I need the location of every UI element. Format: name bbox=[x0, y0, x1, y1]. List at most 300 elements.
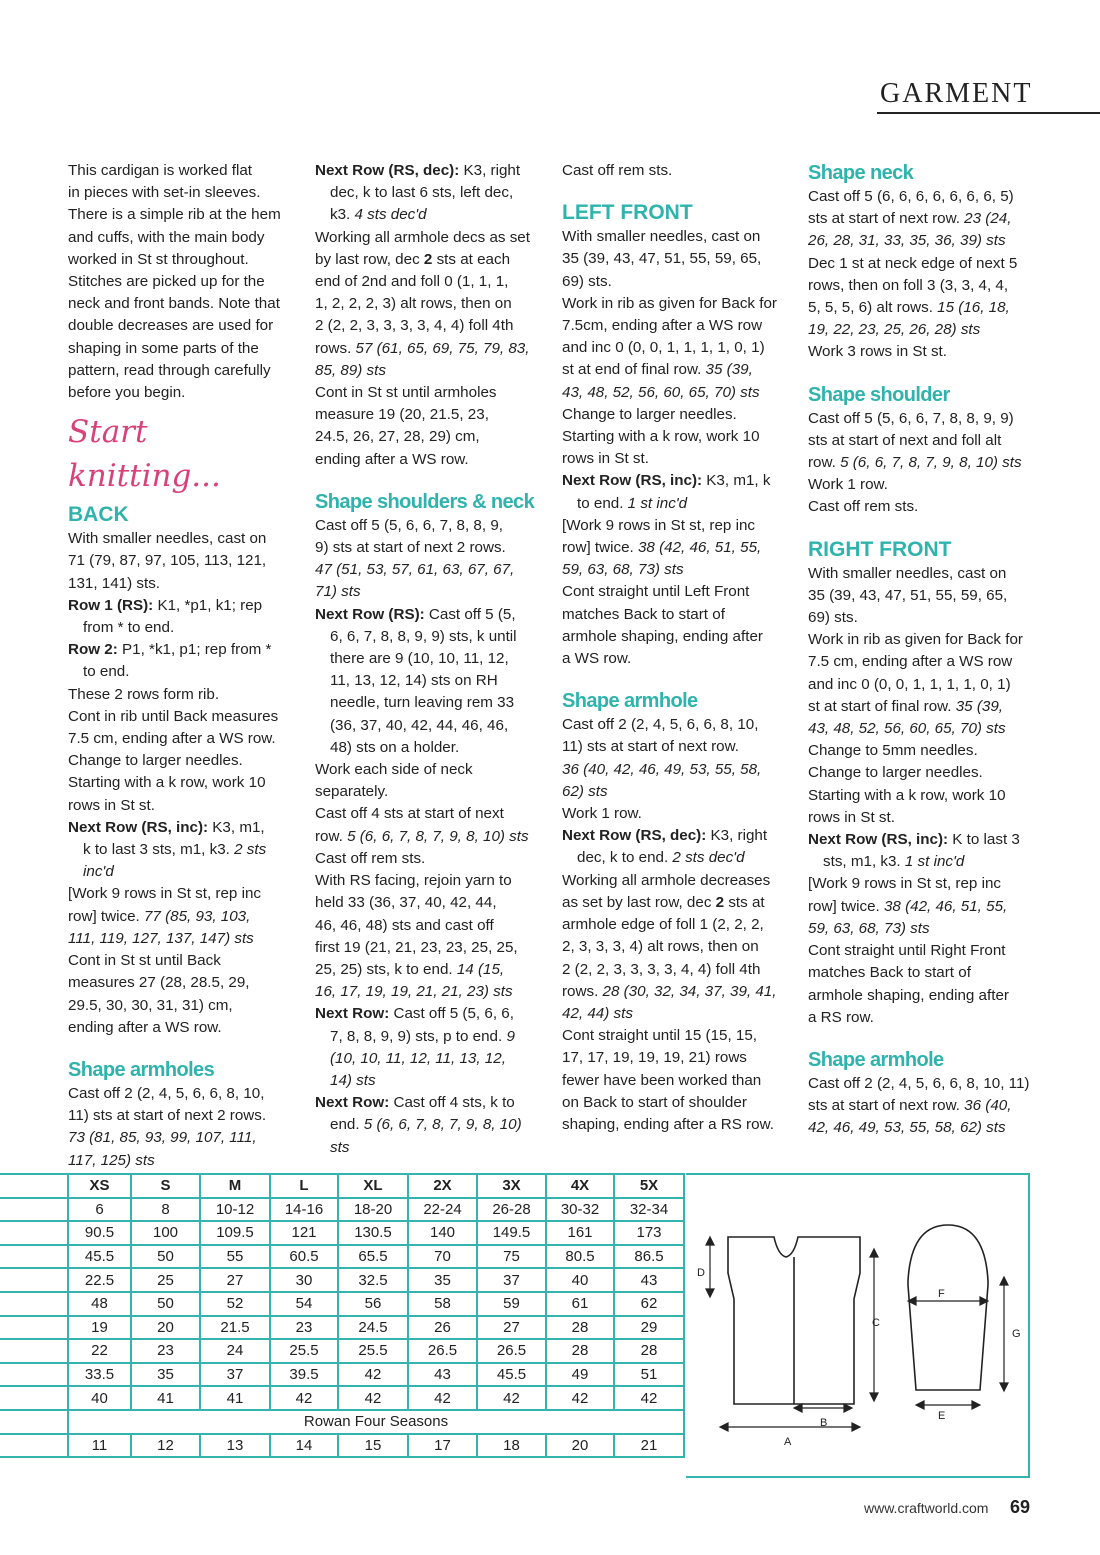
text-line: double decreases are used for bbox=[68, 317, 274, 335]
lf-cont-straight bbox=[562, 581, 788, 670]
table-cell: 42 bbox=[477, 1386, 546, 1410]
armholes-text bbox=[68, 1083, 294, 1127]
text-line: a WS row. bbox=[562, 650, 632, 668]
label-c: C bbox=[872, 1317, 880, 1329]
shape-shoulders-heading: Shape shoulders & neck bbox=[315, 490, 535, 513]
armhole-decs-4: 1, 2, 2, 2, 3) alt rows, then on bbox=[315, 295, 512, 313]
table-cell: 42 bbox=[546, 1386, 614, 1410]
lf-armhole-decs-count2: 42, 44) sts bbox=[562, 1004, 633, 1022]
text-line: Cont in St st until Back bbox=[68, 952, 221, 970]
text-line: 24.5, 26, 27, 28, 29) cm, bbox=[315, 428, 480, 446]
table-cell: 22-24 bbox=[408, 1198, 477, 1222]
neck-dec-text bbox=[808, 253, 1034, 297]
size-header-cell: XL bbox=[338, 1174, 408, 1198]
neck-row: row. bbox=[315, 827, 348, 845]
text-line: Cast off 2 (2, 4, 5, 6, 6, 8, 10, bbox=[68, 1084, 265, 1102]
table-cell: 33.5 bbox=[68, 1363, 131, 1387]
table-cell: 60.5 bbox=[270, 1245, 338, 1269]
text-line: 131, 141) sts. bbox=[68, 574, 161, 592]
work-line: [Work 9 rows in St st, rep inc bbox=[68, 885, 261, 903]
text-line: rows in St st. bbox=[68, 796, 155, 814]
lf-armhole-decs-5: 2 (2, 2, 3, 3, 3, 3, 4, 4) foll 4th bbox=[562, 960, 761, 978]
text-line: Cont in rib until Back measures bbox=[68, 707, 279, 725]
shape-shoulder-heading: Shape shoulder bbox=[808, 383, 950, 406]
table-row bbox=[0, 1268, 684, 1292]
next-row-4-count: 5 (6, 6, 7, 8, 7, 9, 8, 10) sts bbox=[330, 1116, 522, 1156]
next-row-dec-text: K3, right bbox=[459, 162, 521, 179]
table-cell: 41 bbox=[131, 1386, 200, 1410]
next-row-3-count3: 14) sts bbox=[330, 1071, 376, 1089]
table-cell: 121 bbox=[270, 1221, 338, 1245]
table-cell: 149.5 bbox=[477, 1221, 546, 1245]
next-row-dec-cont: dec, k to last 6 sts, left dec, bbox=[330, 184, 514, 202]
next-row-cont: k to last 3 sts, m1, k3. bbox=[83, 841, 235, 859]
table-cell: 109.5 bbox=[200, 1221, 270, 1245]
text-line: Change to 5mm needles. bbox=[808, 742, 978, 760]
table-cell: 37 bbox=[200, 1363, 270, 1387]
text-line: These 2 rows form rib. bbox=[68, 685, 220, 703]
cast-off-line: Cast off rem sts. bbox=[562, 162, 673, 179]
rf-work2: row] twice. bbox=[808, 897, 884, 915]
text-line: Cast off 2 (2, 4, 5, 6, 6, 8, 10, 11) bbox=[808, 1074, 1030, 1092]
rf-armhole-row: sts at start of next row. bbox=[808, 1097, 965, 1115]
text-line: neck and front bands. Note that bbox=[68, 295, 280, 313]
table-cell: 41 bbox=[200, 1386, 270, 1410]
table-cell: 30-32 bbox=[546, 1198, 614, 1222]
neck-work-3: Work 3 rows in St st. bbox=[808, 343, 947, 361]
text-line: Cast off 5 (5, 6, 6, 7, 8, 8, 9, bbox=[315, 516, 503, 534]
table-cell: 52 bbox=[200, 1292, 270, 1316]
text-line: first 19 (21, 21, 23, 23, 25, 25, bbox=[315, 938, 518, 956]
table-cell: 25.5 bbox=[338, 1339, 408, 1363]
lf-armhole-decs-6: rows. bbox=[562, 982, 603, 1000]
text-line: 62) sts bbox=[562, 782, 608, 800]
rs-facing-row: 25, 25) sts, k to end. bbox=[315, 960, 457, 978]
lf-next-row-text: K3, m1, k bbox=[702, 472, 771, 490]
table-cell: 51 bbox=[614, 1363, 684, 1387]
intro-text bbox=[68, 160, 294, 404]
garment-diagram bbox=[686, 1173, 1030, 1478]
next-row-rs-label: Next Row (RS): bbox=[315, 605, 425, 623]
table-cell: 24 bbox=[200, 1339, 270, 1363]
next-row-text: K3, m1, bbox=[208, 818, 265, 836]
work-count: 77 (85, 93, 103, bbox=[143, 907, 251, 925]
text-line: (36, 37, 40, 42, 44, 46, 46, bbox=[330, 716, 509, 734]
table-cell: 42 bbox=[408, 1386, 477, 1410]
text-line: 35 (39, 43, 47, 51, 55, 59, 65, bbox=[562, 250, 762, 268]
next-row-3-count2: (10, 10, 11, 12, 11, 13, 12, bbox=[330, 1049, 506, 1067]
text-line: With smaller needles, cast on bbox=[68, 530, 267, 548]
row1-cont: from * to end. bbox=[83, 619, 175, 637]
lf-next-row-cont: to end. bbox=[577, 494, 628, 512]
table-cell: 25.5 bbox=[270, 1339, 338, 1363]
text-line: With smaller needles, cast on bbox=[562, 228, 761, 246]
table-cell: 19 bbox=[68, 1316, 131, 1340]
text-line: 7.5 cm, ending after a WS row bbox=[808, 653, 1013, 671]
table-cell: 28 bbox=[614, 1339, 684, 1363]
cont-text bbox=[68, 950, 294, 1039]
table-row bbox=[0, 1363, 684, 1387]
text-line: Cont straight until 15 (15, 15, bbox=[562, 1027, 758, 1045]
text-line: 36 (40, 42, 46, 49, 53, 55, 58, bbox=[562, 760, 762, 778]
footer-url[interactable]: www.craftworld.com bbox=[864, 1500, 989, 1516]
cont-text bbox=[315, 382, 541, 471]
armhole-decs-a: by last row, dec bbox=[315, 250, 424, 268]
text-line: armhole shaping, ending after bbox=[808, 986, 1009, 1004]
next-row-label: Next Row (RS, inc): bbox=[68, 818, 209, 836]
lf-armhole-decs-3: armhole edge of foll 1 (2, 2, 2, bbox=[562, 916, 764, 934]
next-row-dec-count: 4 sts dec'd bbox=[354, 206, 427, 224]
table-cell: 29 bbox=[614, 1316, 684, 1340]
table-cell: 65.5 bbox=[338, 1245, 408, 1269]
row-label-cell bbox=[0, 1292, 68, 1316]
text-line: Cast off 5 (5, 6, 6, 7, 8, 8, 9, 9) bbox=[808, 409, 1014, 427]
rf-next-row-cont: sts, m1, k3. bbox=[823, 853, 905, 871]
text-line: Work in rib as given for Back for bbox=[562, 294, 777, 312]
text-line: and cuffs, with the main body bbox=[68, 228, 265, 246]
rf-next-row-text: K to last 3 bbox=[948, 831, 1020, 849]
neck-text bbox=[315, 759, 541, 826]
table-cell: 20 bbox=[546, 1434, 614, 1458]
lf-work-count: 38 (42, 46, 51, 55, bbox=[637, 539, 762, 557]
table-cell: 13 bbox=[200, 1434, 270, 1458]
rf-armhole-text bbox=[808, 1073, 1034, 1095]
section-header: GARMENT bbox=[880, 78, 1033, 109]
text-line: 7.5cm, ending after a WS row bbox=[562, 317, 763, 335]
rf-armhole-count: 36 (40, bbox=[964, 1097, 1012, 1115]
table-cell: 39.5 bbox=[270, 1363, 338, 1387]
table-cell: 26.5 bbox=[477, 1339, 546, 1363]
row-label-cell bbox=[0, 1434, 68, 1458]
row-label-cell bbox=[0, 1174, 68, 1198]
table-row bbox=[0, 1339, 684, 1363]
text-line: Work each side of neck bbox=[315, 761, 473, 779]
lf-next-row-dec-text: K3, right bbox=[706, 827, 768, 845]
table-row bbox=[0, 1198, 684, 1222]
row-label-cell bbox=[0, 1221, 68, 1245]
next-row-4-label: Next Row: bbox=[315, 1094, 390, 1112]
size-table bbox=[0, 1173, 685, 1458]
text-line: there are 9 (10, 10, 11, 12, bbox=[330, 650, 509, 668]
text-line: 47 (51, 53, 57, 61, 63, 67, 67, bbox=[315, 561, 515, 579]
table-row bbox=[0, 1245, 684, 1269]
table-cell: 25 bbox=[131, 1268, 200, 1292]
size-header-cell: 2X bbox=[408, 1174, 477, 1198]
table-cell: 40 bbox=[68, 1386, 131, 1410]
table-cell: 8 bbox=[131, 1198, 200, 1222]
table-cell: 62 bbox=[614, 1292, 684, 1316]
rf-armhole-count2: 42, 46, 49, 53, 55, 58, 62) sts bbox=[808, 1119, 1006, 1137]
left-front-text bbox=[562, 226, 788, 359]
shoulder-row: row. bbox=[808, 454, 841, 472]
text-line: With RS facing, rejoin yarn to bbox=[315, 872, 512, 890]
lf-cont-until bbox=[562, 1025, 788, 1136]
size-header-cell: 5X bbox=[614, 1174, 684, 1198]
text-line: sts at start of next and foll alt bbox=[808, 431, 1002, 449]
text-line: Change to larger needles. bbox=[562, 405, 737, 423]
armhole-decs-3: end of 2nd and foll 0 (1, 1, 1, bbox=[315, 273, 509, 291]
table-cell: 18-20 bbox=[338, 1198, 408, 1222]
rf-cont-straight bbox=[808, 940, 1034, 1029]
lf-armhole-decs-a: as set by last row, dec bbox=[562, 893, 716, 911]
text-line: armhole shaping, ending after bbox=[562, 627, 763, 645]
text-line: 69) sts. bbox=[808, 609, 858, 627]
text-line: 35 (39, 43, 47, 51, 55, 59, 65, bbox=[808, 586, 1008, 604]
next-row-dec-label: Next Row (RS, dec): bbox=[315, 162, 460, 179]
text-line: matches Back to start of bbox=[562, 605, 725, 623]
neck-count: 5 (6, 6, 7, 8, 7, 9, 8, 10) sts bbox=[347, 827, 529, 845]
table-cell: 18 bbox=[477, 1434, 546, 1458]
table-cell: 32.5 bbox=[338, 1268, 408, 1292]
armhole-decs-line: Working all armhole decs as set bbox=[315, 228, 530, 246]
table-cell: 50 bbox=[131, 1292, 200, 1316]
neck-row: sts at start of next row. bbox=[808, 210, 965, 228]
table-cell: 14 bbox=[270, 1434, 338, 1458]
text-line: Starting with a k row, work 10 bbox=[808, 786, 1006, 804]
table-cell: 23 bbox=[131, 1339, 200, 1363]
text-line: Change to larger needles. bbox=[68, 752, 243, 770]
lf-work-count2: 59, 63, 68, 73) sts bbox=[562, 561, 684, 579]
table-cell: 28 bbox=[546, 1339, 614, 1363]
rs-facing-count2: 16, 17, 19, 19, 21, 21, 23) sts bbox=[315, 983, 513, 1001]
size-header-cell: L bbox=[270, 1174, 338, 1198]
armhole-decs-5: 2 (2, 2, 3, 3, 3, 3, 4, 4) foll 4th bbox=[315, 317, 514, 335]
armhole-decs-6: rows. bbox=[315, 339, 356, 357]
text-line: shaping in some parts of the bbox=[68, 339, 259, 357]
column-3 bbox=[562, 160, 788, 1136]
neck-dec-count2: 19, 22, 23, 25, 26, 28) sts bbox=[808, 321, 981, 339]
text-line: held 33 (36, 37, 40, 42, 44, bbox=[315, 894, 497, 912]
text-line: needle, turn leaving rem 33 bbox=[330, 694, 515, 712]
table-cell: 43 bbox=[408, 1363, 477, 1387]
label-g: G bbox=[1012, 1328, 1021, 1340]
back-text bbox=[68, 528, 294, 595]
text-line: fewer have been worked than bbox=[562, 1071, 762, 1089]
next-row-4-text: Cast off 4 sts, k to bbox=[389, 1094, 515, 1112]
column-1 bbox=[68, 160, 294, 1172]
text-line: Change to larger needles. bbox=[808, 764, 983, 782]
neck-count2: 26, 28, 31, 33, 35, 36, 39) sts bbox=[808, 232, 1006, 250]
table-cell: 26.5 bbox=[408, 1339, 477, 1363]
next-row-3-cont: 7, 8, 8, 9, 9) sts, p to end. bbox=[330, 1027, 507, 1045]
armhole-decs-count: 57 (61, 65, 69, 75, 79, 83, bbox=[355, 339, 530, 357]
rf-row: st at start of final row. bbox=[808, 697, 956, 715]
table-cell: 100 bbox=[131, 1221, 200, 1245]
shoulders-text bbox=[315, 515, 541, 559]
column-4 bbox=[808, 160, 1034, 1140]
lf-armhole-decs-4: 2, 3, 3, 3, 4) alt rows, then on bbox=[562, 938, 759, 956]
neck-count: 23 (24, bbox=[964, 210, 1012, 228]
table-cell: 11 bbox=[68, 1434, 131, 1458]
lf-armhole-decs-b: 2 bbox=[715, 893, 725, 911]
text-line: in pieces with set-in sleeves. bbox=[68, 184, 261, 202]
back-heading: BACK bbox=[68, 503, 129, 527]
label-a: A bbox=[784, 1436, 792, 1448]
text-line: 29.5, 30, 30, 31, 31) cm, bbox=[68, 996, 233, 1014]
table-cell: 59 bbox=[477, 1292, 546, 1316]
table-cell: 54 bbox=[270, 1292, 338, 1316]
size-header-cell: S bbox=[131, 1174, 200, 1198]
table-cell: 28 bbox=[546, 1316, 614, 1340]
text-line: 6, 6, 7, 8, 8, 9, 9) sts, k until bbox=[330, 627, 517, 645]
yarn-name-cell: Rowan Four Seasons bbox=[68, 1410, 684, 1434]
table-cell: 35 bbox=[131, 1363, 200, 1387]
table-cell: 20 bbox=[131, 1316, 200, 1340]
row-label-cell bbox=[0, 1268, 68, 1292]
table-cell: 23 bbox=[270, 1316, 338, 1340]
row-label-cell bbox=[0, 1363, 68, 1387]
row-label-cell bbox=[0, 1245, 68, 1269]
lf-count: 35 (39, bbox=[705, 361, 753, 379]
text-line: Cont straight until Right Front bbox=[808, 942, 1006, 960]
lf-armhole-decs-c: sts at bbox=[724, 893, 765, 911]
text-line: Starting with a k row, work 10 bbox=[68, 774, 266, 792]
shoulders-count bbox=[315, 559, 541, 603]
yarn-label-row bbox=[0, 1410, 684, 1434]
lf-next-row-label: Next Row (RS, inc): bbox=[562, 472, 703, 490]
text-line: ending after a WS row. bbox=[68, 1018, 222, 1036]
armholes-count bbox=[68, 1127, 294, 1171]
rs-facing-count: 14 (15, bbox=[456, 960, 505, 978]
text-line: pattern, read through carefully bbox=[68, 361, 271, 379]
table-cell: 14-16 bbox=[270, 1198, 338, 1222]
lf-count2: 43, 48, 52, 56, 60, 65, 70) sts bbox=[562, 383, 760, 401]
table-cell: 27 bbox=[200, 1268, 270, 1292]
text-line: separately. bbox=[315, 783, 389, 801]
next-row-rs-text: Cast off 5 (5, bbox=[424, 605, 516, 623]
table-row bbox=[0, 1386, 684, 1410]
table-cell: 37 bbox=[477, 1268, 546, 1292]
shoulder-count: 5 (6, 6, 7, 8, 7, 9, 8, 10) sts bbox=[840, 454, 1022, 472]
table-cell: 22.5 bbox=[68, 1268, 131, 1292]
next-row-3-count: 9 bbox=[506, 1027, 515, 1045]
table-cell: 6 bbox=[68, 1198, 131, 1222]
shoulder-text bbox=[808, 408, 1034, 452]
text-line: Cast off 4 sts at start of next bbox=[315, 805, 504, 823]
table-cell: 10-12 bbox=[200, 1198, 270, 1222]
row2-text: P1, *k1, p1; rep from * bbox=[117, 641, 272, 659]
lf-work: [Work 9 rows in St st, rep inc bbox=[562, 516, 755, 534]
table-cell: 17 bbox=[408, 1434, 477, 1458]
text-line: 11, 13, 12, 14) sts on RH bbox=[330, 672, 498, 690]
label-d: D bbox=[697, 1267, 705, 1279]
table-cell: 49 bbox=[546, 1363, 614, 1387]
table-cell: 21 bbox=[614, 1434, 684, 1458]
lf-work-1-row: Work 1 row. bbox=[562, 805, 642, 823]
lf-next-row-dec-count: 2 sts dec'd bbox=[672, 849, 745, 867]
table-cell: 32-34 bbox=[614, 1198, 684, 1222]
next-row-dec-cont2: k3. bbox=[330, 206, 355, 224]
text-line: Cast off rem sts. bbox=[808, 498, 919, 516]
next-row-4-cont: end. bbox=[330, 1116, 364, 1134]
lf-next-row-count: 1 st inc'd bbox=[627, 494, 688, 512]
table-cell: 58 bbox=[408, 1292, 477, 1316]
right-front-text bbox=[808, 563, 1034, 696]
table-cell: 40 bbox=[546, 1268, 614, 1292]
schematic-svg bbox=[686, 1175, 1028, 1478]
text-line: before you begin. bbox=[68, 384, 186, 402]
table-cell: 24.5 bbox=[338, 1316, 408, 1340]
size-header-cell: 4X bbox=[546, 1174, 614, 1198]
table-cell: 50 bbox=[131, 1245, 200, 1269]
table-cell: 30 bbox=[270, 1268, 338, 1292]
table-cell: 42 bbox=[338, 1363, 408, 1387]
rf-count: 35 (39, bbox=[955, 697, 1004, 715]
text-line: Cont straight until Left Front bbox=[562, 583, 750, 601]
text-line: 71) sts bbox=[315, 583, 361, 601]
text-line: and inc 0 (0, 0, 1, 1, 1, 1, 0, 1) bbox=[808, 675, 1011, 693]
lf-armhole-count bbox=[562, 759, 788, 803]
lf-armhole-decs: Working all armhole decreases bbox=[562, 871, 771, 889]
text-line: rows in St st. bbox=[808, 808, 895, 826]
text-line: worked in St st throughout. bbox=[68, 250, 249, 268]
table-cell: 42 bbox=[614, 1386, 684, 1410]
text-line: Dec 1 st at neck edge of next 5 bbox=[808, 254, 1018, 272]
table-cell: 55 bbox=[200, 1245, 270, 1269]
text-line: a RS row. bbox=[808, 1008, 874, 1026]
table-cell: 75 bbox=[477, 1245, 546, 1269]
size-header-cell: 3X bbox=[477, 1174, 546, 1198]
text-line: and inc 0 (0, 0, 1, 1, 1, 1, 0, 1) bbox=[562, 339, 765, 357]
row-label-cell bbox=[0, 1339, 68, 1363]
row-label-cell bbox=[0, 1386, 68, 1410]
row-label-cell bbox=[0, 1316, 68, 1340]
row1-text: K1, *p1, k1; rep bbox=[153, 596, 263, 614]
work-count2: 111, 119, 127, 137, 147) sts bbox=[68, 929, 254, 947]
text-line: 69) sts. bbox=[562, 272, 612, 290]
next-row-rs-cont bbox=[315, 626, 541, 759]
lf-shape-armhole-heading: Shape armhole bbox=[562, 690, 698, 713]
size-header-cell: M bbox=[200, 1174, 270, 1198]
text-line: With smaller needles, cast on bbox=[808, 564, 1007, 582]
row-label-cell bbox=[0, 1198, 68, 1222]
table-cell: 90.5 bbox=[68, 1221, 131, 1245]
table-cell: 42 bbox=[338, 1386, 408, 1410]
text-line: measures 27 (28, 28.5, 29, bbox=[68, 974, 250, 992]
lf-work2: row] twice. bbox=[562, 539, 638, 557]
text-line: Cont in St st until armholes bbox=[315, 384, 497, 402]
table-cell: 15 bbox=[338, 1434, 408, 1458]
text-line: Cast off 2 (2, 4, 5, 6, 6, 8, 10, bbox=[562, 716, 759, 734]
work-line2: row] twice. bbox=[68, 907, 144, 925]
lf-text2 bbox=[562, 404, 788, 471]
start-knitting-heading: Start knitting... bbox=[68, 414, 221, 495]
text-line: Starting with a k row, work 10 bbox=[562, 428, 760, 446]
left-front-heading: LEFT FRONT bbox=[562, 201, 693, 225]
table-cell: 43 bbox=[614, 1268, 684, 1292]
label-b: B bbox=[820, 1417, 828, 1429]
rf-shape-armhole-heading: Shape armhole bbox=[808, 1048, 944, 1071]
next-row-3-text: Cast off 5 (5, 6, 6, bbox=[389, 1005, 514, 1023]
text-line: 9) sts at start of next 2 rows. bbox=[315, 539, 506, 557]
row2-label: Row 2: bbox=[68, 641, 118, 659]
text-line: rows, then on foll 3 (3, 3, 4, 4, bbox=[808, 276, 1009, 294]
text-line: Work in rib as given for Back for bbox=[808, 631, 1023, 649]
rib-text bbox=[68, 684, 294, 817]
table-cell: 86.5 bbox=[614, 1245, 684, 1269]
table-cell: 12 bbox=[131, 1434, 200, 1458]
text-line: rows in St st. bbox=[562, 450, 649, 468]
label-f: F bbox=[938, 1288, 945, 1300]
neck-dec-count: 15 (16, 18, bbox=[937, 299, 1010, 317]
table-cell: 26 bbox=[408, 1316, 477, 1340]
lf-row: st at end of final row. bbox=[562, 361, 706, 379]
column-2 bbox=[315, 160, 541, 1159]
header-rule bbox=[877, 112, 1100, 114]
table-cell: 26-28 bbox=[477, 1198, 546, 1222]
rf-text2 bbox=[808, 740, 1034, 829]
text-line: 7.5 cm, ending after a WS row. bbox=[68, 730, 276, 748]
